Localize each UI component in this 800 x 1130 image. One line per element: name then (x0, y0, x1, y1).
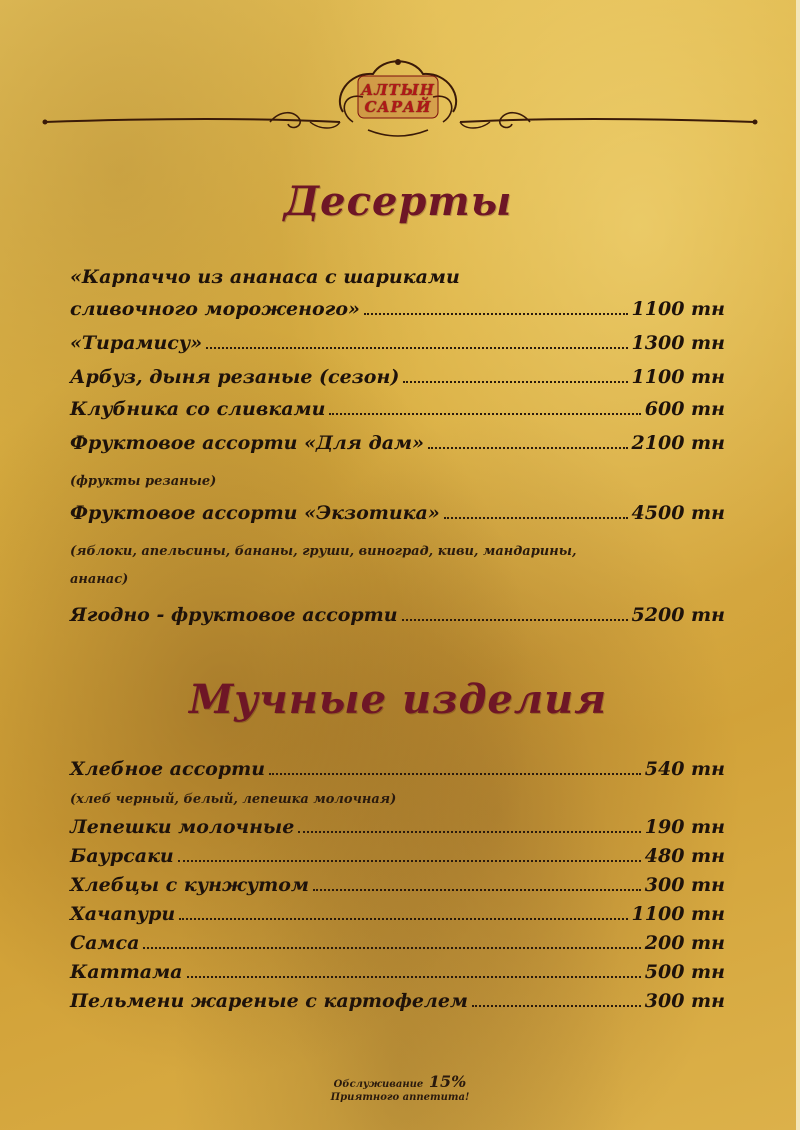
menu-item-melon (70, 366, 725, 388)
dot-leader (178, 860, 641, 862)
dot-leader (329, 413, 640, 415)
menu-item-strawberry (70, 398, 725, 420)
logo-line-2: САРАЙ (364, 98, 432, 116)
menu-item-name: Баурсаки (70, 845, 174, 867)
menu-item-name: Хлебное ассорти (70, 758, 266, 780)
menu-item-khachapuri (70, 903, 725, 925)
menu-item-price: 5200 тн (631, 604, 725, 626)
menu-item-fried-dumplings (70, 990, 725, 1012)
menu-item-name: Пельмени жареные с картофелем (70, 990, 468, 1012)
menu-item-berry-fruit (70, 604, 725, 626)
menu-item-fruit-for-ladies (70, 432, 725, 454)
menu-item-price: 300 тн (644, 874, 725, 896)
dot-leader (313, 889, 641, 891)
dot-leader (444, 517, 628, 519)
menu-item-name: «Карпаччо из ананаса с шариками (70, 266, 460, 288)
service-percent: 15% (428, 1072, 467, 1091)
service-label: Обслуживание (333, 1079, 424, 1090)
dot-leader (403, 381, 627, 383)
menu-item-price: 300 тн (644, 990, 725, 1012)
desserts-title: Десерты (283, 178, 513, 225)
menu-item-price: 4500 тн (631, 502, 725, 524)
bakery-title: Мучные изделия (188, 676, 608, 723)
menu-item-carpaccio (70, 298, 725, 320)
menu-item-bread (70, 758, 725, 780)
menu-item-fruit-exotic (70, 502, 725, 524)
menu-item-sesame-bread (70, 874, 725, 896)
dot-leader (143, 947, 640, 949)
menu-item-kattama (70, 961, 725, 983)
menu-item-name: Самса (70, 932, 140, 954)
menu-item-price: 1100 тн (631, 903, 725, 925)
menu-item-tiramisu (70, 332, 725, 354)
menu-item-name: Арбуз, дыня резаные (сезон) (70, 366, 400, 388)
menu-item-price: 1100 тн (631, 298, 725, 320)
dot-leader (187, 976, 641, 978)
menu-item-samsa (70, 932, 725, 954)
menu-item-price: 190 тн (644, 816, 725, 838)
dot-leader (428, 447, 628, 449)
dot-leader (402, 619, 628, 621)
menu-item-note: ананас) (70, 572, 129, 587)
menu-item-name: Каттама (70, 961, 183, 983)
bon-appetit: Приятного аппетита! (330, 1092, 470, 1103)
menu-item-note: (яблоки, апельсины, бананы, груши, виноград, киви, мандарины, (70, 544, 577, 559)
menu-item-name: Хачапури (70, 903, 176, 925)
menu-item-note: (хлеб черный, белый, лепешка молочная) (70, 792, 397, 807)
menu-item-name: Фруктовое ассорти «Экзотика» (70, 502, 440, 524)
menu-item-name: сливочного мороженого» (70, 298, 360, 320)
menu-item-price: 2100 тн (631, 432, 725, 454)
menu-item-name: Хлебцы с кунжутом (70, 874, 309, 896)
ornament-divider-icon (40, 100, 760, 140)
menu-item-name: Лепешки молочные (70, 816, 295, 838)
menu-item-price: 480 тн (644, 845, 725, 867)
menu-item-price: 600 тн (644, 398, 725, 420)
dot-leader (179, 918, 627, 920)
dot-leader (206, 347, 627, 349)
service-charge (300, 1072, 500, 1091)
menu-item-price: 200 тн (644, 932, 725, 954)
menu-item-name: Клубника со сливками (70, 398, 326, 420)
menu-item-price: 1300 тн (631, 332, 725, 354)
menu-item-baursaki (70, 845, 725, 867)
menu-item-name: «Тирамису» (70, 332, 203, 354)
menu-item-price: 540 тн (644, 758, 725, 780)
menu-item-carpaccio-line1 (70, 266, 725, 288)
menu-item-name: Ягодно - фруктовое ассорти (70, 604, 398, 626)
menu-item-name: Фруктовое ассорти «Для дам» (70, 432, 424, 454)
dot-leader (269, 773, 641, 775)
dot-leader (364, 313, 628, 315)
menu-item-price: 1100 тн (631, 366, 725, 388)
dot-leader (472, 1005, 641, 1007)
logo-line-1: АЛТЫН (361, 81, 435, 99)
menu-item-price: 500 тн (644, 961, 725, 983)
menu-item-lepeshki (70, 816, 725, 838)
dot-leader (298, 831, 640, 833)
menu-item-note: (фрукты резаные) (70, 474, 217, 489)
